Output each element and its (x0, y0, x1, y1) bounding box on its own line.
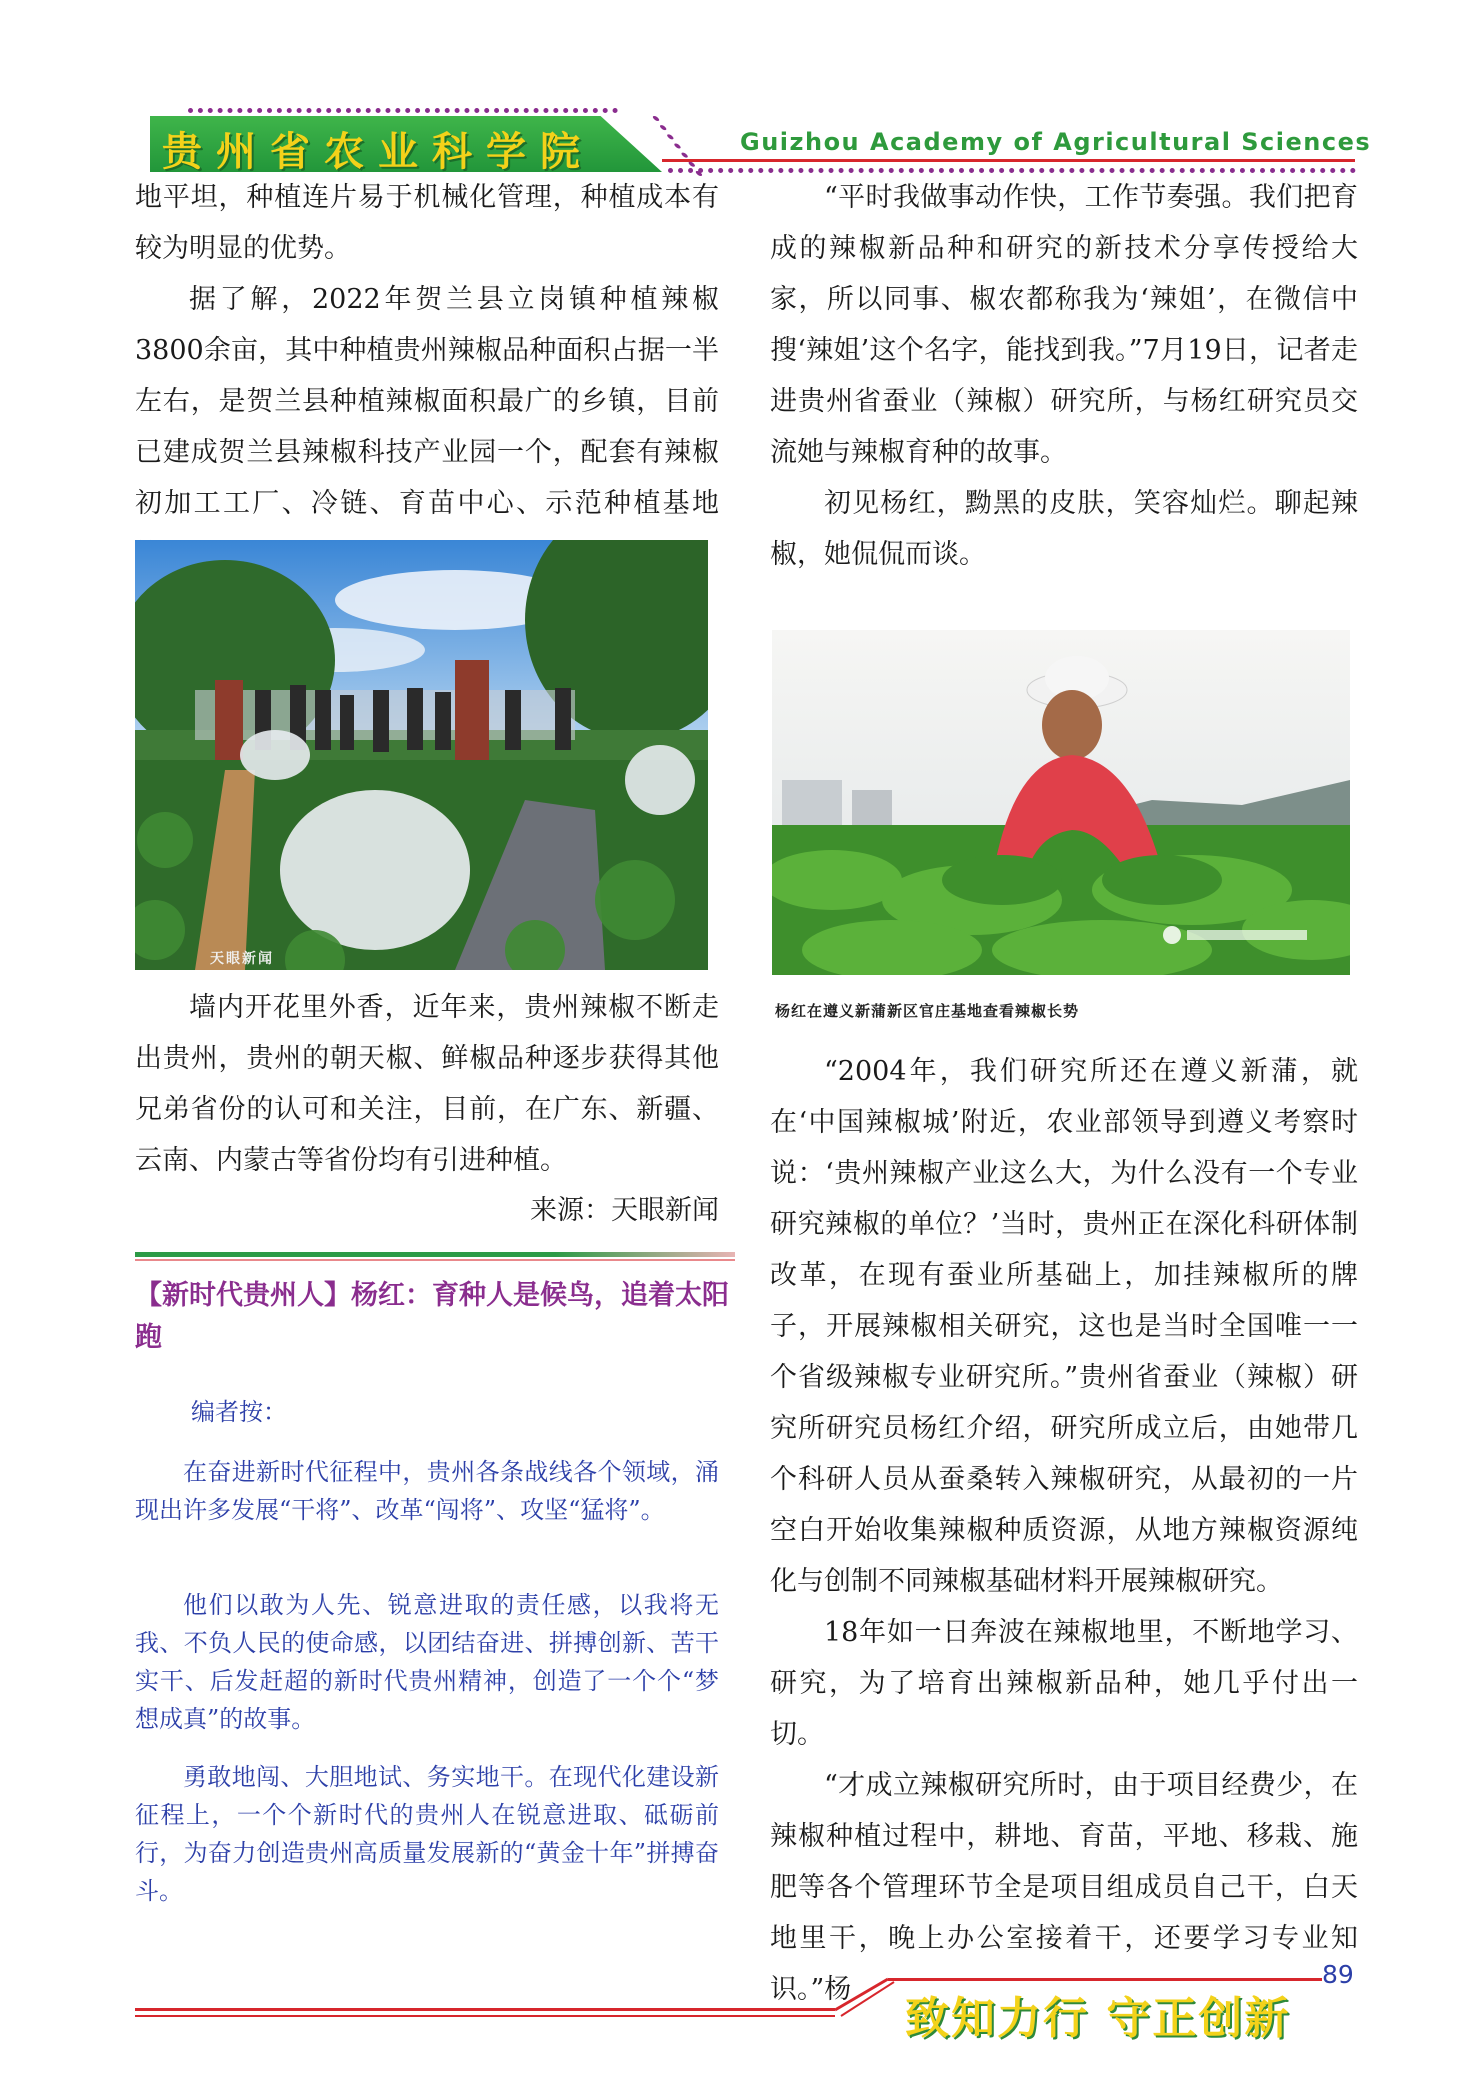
left-column-middle (135, 982, 719, 1186)
footer-rule-top (888, 1978, 1322, 1981)
editor-note-paragraph-3: 勇敢地闯、大胆地试、务实地干。在现代化建设新征程上，一个个新时代的贵州人在锐意进取、砥砺前行，为奋力创造贵州高质量发展新的“黄金十年”拼搏奋斗。 (135, 1763, 719, 1905)
right-paragraph-2: 初见杨红，黝黑的皮肤，笑容灿烂。聊起辣椒，她侃侃而谈。 (770, 488, 1358, 570)
section-title: 【新时代贵州人】杨红：育种人是候鸟，追着太阳跑 (135, 1280, 729, 1353)
right-paragraph-3: “2004年，我们研究所还在遵义新蒲，就在‘中国辣椒城’附近，农业部领导到遵义考察时说：‘贵州辣椒产业这么大，为什么没有一个专业研究辣椒的单位？’当时，贵州正在深化科研体制改革，在现有蚕业所基础上，加挂辣椒所的牌子，开展辣椒相关研究，这也是当时全国唯一一个省级辣椒专业研究所。”贵州省蚕业（辣椒）研究所研究员杨红介绍，研究所成立后，由她带几个科研人员从蚕桑转入辣椒研究，从最初的一片空白开始收集辣椒种质资源，从地方辣椒资源纯化与创制不同辣椒基础材料开展辣椒研究。 (770, 1056, 1358, 1597)
header-dotted-rule-top (188, 108, 618, 113)
right-paragraph-5: “才成立辣椒研究所时，由于项目经费少，在辣椒种植过程中，耕地、育苗，平地、移栽、施肥等各个管理环节全是项目组成员自己干，白天地里干，晚上办公室接着干，还要学习专业知识。”杨 (770, 1770, 1358, 2005)
header-title-en: Guizhou Academy of Agricultural Sciences (740, 128, 1372, 156)
section-divider-accent (135, 1259, 735, 1261)
footer-rule-left (135, 2008, 835, 2011)
right-paragraph-4: 18年如一日奔波在辣椒地里，不断地学习、研究，为了培育出辣椒新品种，她几乎付出一切。 (770, 1617, 1358, 1750)
footer-diagonal-connector (830, 1976, 900, 2021)
photo-field-visit (135, 540, 708, 970)
photo-field-visit-watermark: 天眼新闻 (210, 951, 274, 967)
left-paragraph-3: 墙内开花里外香，近年来，贵州辣椒不断走出贵州，贵州的朝天椒、鲜椒品种逐步获得其他兄弟省份的认可和关注，目前，在广东、新疆、云南、内蒙古等省份均有引进种植。 (135, 992, 719, 1176)
photo-field-visit-image (135, 540, 708, 970)
header-title-cn: 贵州省农业科学院 (162, 129, 594, 175)
right-column-top (770, 172, 1358, 580)
header-red-rule (662, 159, 1355, 162)
right-paragraph-1: “平时我做事动作快，工作节奏强。我们把育成的辣椒新品种和研究的新技术分享传授给大家，所以同事、椒农都称我为‘辣姐’，在微信中搜‘辣姐’这个名字，能找到我。”7月19日，记者走进贵州省蚕业（辣椒）研究所，与杨红研究员交流她与辣椒育种的故事。 (770, 182, 1358, 468)
footer-motto: 致知力行 守正创新 (905, 1993, 1291, 2044)
editor-note-label: 编者按： (191, 1398, 287, 1426)
editor-note-paragraph-2: 他们以敢为人先、锐意进取的责任感，以我将无我、不负人民的使命感，以团结奋进、拼搏创新、苦干实干、后发赶超的新时代贵州精神，创造了一个个“梦想成真”的故事。 (135, 1591, 719, 1733)
photo-yang-hong-image (772, 630, 1350, 975)
section-divider (135, 1252, 735, 1257)
photo-yang-hong (772, 630, 1350, 975)
left-paragraph-1: 地平坦，种植连片易于机械化管理，种植成本有较为明显的优势。 (135, 182, 719, 264)
editor-note-paragraph-1: 在奋进新时代征程中，贵州各条战线各个领域，涌现出许多发展“干将”、改革“闯将”、攻坚“猛将”。 (135, 1458, 719, 1524)
left-paragraph-2: 据了解，2022年贺兰县立岗镇种植辣椒3800余亩，其中种植贵州辣椒品种面积占据一半左右，是贺兰县种植辣椒面积最广的乡镇，目前已建成贺兰县辣椒科技产业园一个，配套有辣椒初加工工厂、冷链、育苗中心、示范种植基地 (135, 284, 719, 519)
left-column-top (135, 172, 719, 580)
photo-yang-hong-caption: 杨红在遵义新蒲新区官庄基地查看辣椒长势 (775, 1002, 1080, 1020)
article-source: 来源：天眼新闻 (530, 1195, 719, 1226)
right-column-bottom (770, 1046, 1358, 2015)
page-number: 89 (1322, 1960, 1354, 1989)
footer-rule-left-thin (135, 2015, 835, 2017)
